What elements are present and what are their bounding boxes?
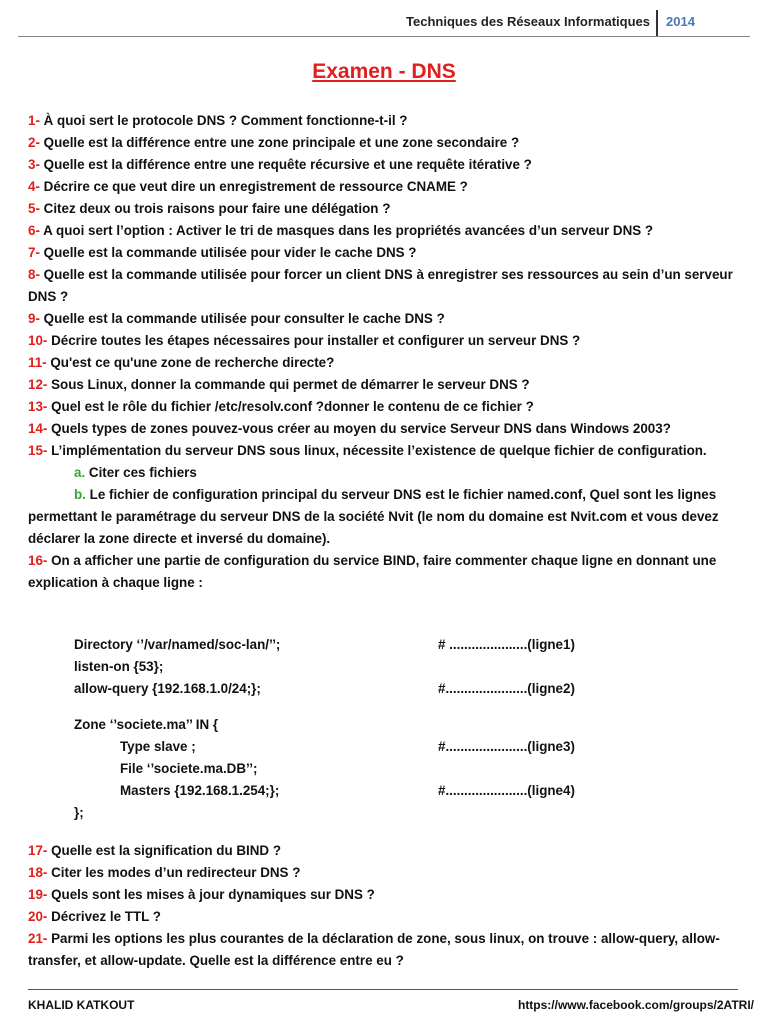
code-line: File ‘’societe.ma.DB’’; [120,761,258,776]
question-2: 2- Quelle est la différence entre une zone principale et une zone secondaire ? [28,135,520,150]
code-line: Type slave ; #......................(ligne3) [120,739,575,754]
question-9: 9- Quelle est la commande utilisée pour consulter le cache DNS ? [28,311,445,326]
code-line: Zone ‘’societe.ma’’ IN { [74,717,219,732]
question-17: 17- Quelle est la signification du BIND ? [28,843,281,858]
footer-rule [28,989,738,990]
footer-author: KHALID KATKOUT [28,998,135,1012]
question-1: 1- À quoi sert le protocole DNS ? Comment fonctionne-t-il ? [28,113,408,128]
code-line: Masters {192.168.1.254;}; #......................(ligne4) [120,783,575,798]
question-14: 14- Quels types de zones pouvez-vous créer au moyen du service Serveur DNS dans Windows 2003? [28,421,671,436]
question-16: 16- On a afficher une partie de configuration du service BIND, faire commenter chaque ligne en donnant une explication à chaque ligne : [28,553,717,590]
code-line: }; [74,805,84,820]
question-13: 13- Quel est le rôle du fichier /etc/resolv.conf ?donner le contenu de ce fichier ? [28,399,534,414]
page-title: Examen - DNS [312,60,456,83]
question-4: 4- Décrire ce que veut dire un enregistrement de ressource CNAME ? [28,179,468,194]
question-8: 8- Quelle est la commande utilisée pour forcer un client DNS à enregistrer ses ressources au sein d’un serveur DNS ? [28,267,733,304]
code-line: allow-query {192.168.1.0/24;}; #......................(ligne2) [74,681,575,696]
question-19: 19- Quels sont les mises à jour dynamiques sur DNS ? [28,887,375,902]
question-3: 3- Quelle est la différence entre une requête récursive et une requête itérative ? [28,157,532,172]
question-18: 18- Citer les modes d’un redirecteur DNS ? [28,865,301,880]
question-10: 10- Décrire toutes les étapes nécessaires pour installer et configurer un serveur DNS ? [28,333,581,348]
question-6: 6- A quoi sert l’option : Activer le tri de masques dans les propriétés avancées d’un serveur DNS ? [28,223,654,238]
question-21: 21- Parmi les options les plus courantes de la déclaration de zone, sous linux, on trouve : allow-query, allow-transfer, et allow-update. Quelle est la différence entre eu ? [28,931,720,968]
header-rule [18,36,750,37]
questions-list [28,110,748,594]
code-line: listen-on {53}; [74,659,164,674]
question-20: 20- Décrivez le TTL ? [28,909,161,924]
footer-link[interactable]: https://www.facebook.com/groups/2ATRI/ [517,998,754,1012]
page-header [0,8,768,36]
question-15-sub-a: a. Citer ces fichiers [74,465,197,480]
question-12: 12- Sous Linux, donner la commande qui permet de démarrer le serveur DNS ? [28,377,530,392]
question-15: 15- L’implémentation du serveur DNS sous linux, nécessite l’existence de quelque fichier de configuration. [28,443,707,458]
question-15-sub-b: b. Le fichier de configuration principal du serveur DNS est le fichier named.conf, Quel sont les lignes permettant le paramétrage du serveur DNS de la société Nvit (le nom du domaine est Nvit.com et vous devez déclarer la zone directe et inversé du domaine). [28,487,719,546]
question-5: 5- Citez deux ou trois raisons pour faire une délégation ? [28,201,391,216]
header-title: Techniques des Réseaux Informatiques [406,14,650,29]
header-separator [656,10,658,36]
question-11: 11- Qu'est ce qu'une zone de recherche directe? [28,355,335,370]
questions-list-2 [28,840,748,972]
header-year: 2014 [666,14,695,29]
code-line: Directory ‘’/var/named/soc-lan/’’; # .....................(ligne1) [74,637,575,652]
bind-config-block [74,634,674,824]
question-7: 7- Quelle est la commande utilisée pour vider le cache DNS ? [28,245,417,260]
